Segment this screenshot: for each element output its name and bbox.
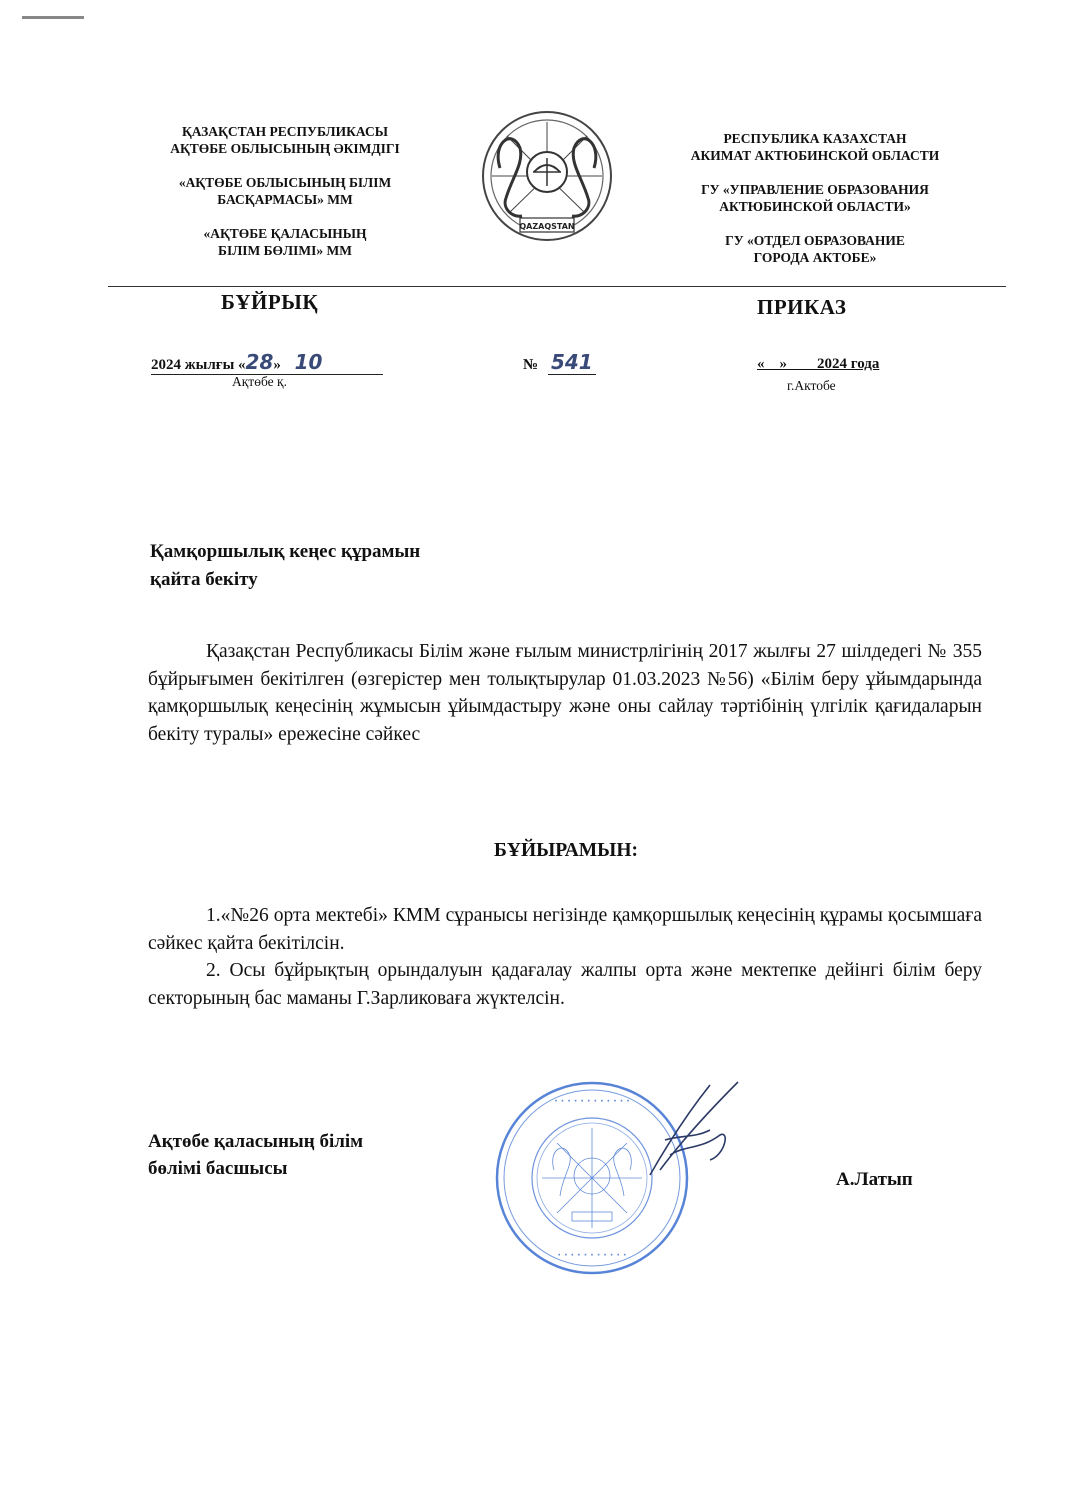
header-divider [108, 286, 1006, 287]
subject-line: Қамқоршылық кеңес құрамын [150, 541, 421, 562]
title-russian: ПРИКАЗ [757, 295, 847, 319]
header-left-line: ҚАЗАҚСТАН РЕСПУБЛИКАСЫ [181, 124, 388, 139]
handwritten-number: 541 [548, 350, 596, 375]
order-items [148, 902, 982, 1012]
scan-artifact [22, 16, 84, 19]
title-kazakh: БҰЙРЫҚ [221, 290, 319, 314]
handwritten-month: 10 [294, 350, 323, 374]
handwritten-day: 28 [245, 350, 274, 374]
header-right-line: РЕСПУБЛИКА КАЗАХСТАН [723, 131, 907, 146]
subject-line: қайта бекіту [150, 569, 258, 590]
header-right-line: ГУ «ОТДЕЛ ОБРАЗОВАНИЕ [725, 233, 905, 248]
order-item: 2. Осы бұйрықтың орындалуын қадағалау жалпы орта және мектепке дейінгі білім беру секторының бас маманы Г.Зарликоваға жүктелсін. [148, 960, 982, 1009]
header-left-line: АҚТӨБЕ ОБЛЫСЫНЫҢ ӘКІМДІГІ [170, 141, 400, 156]
preamble [148, 638, 982, 748]
header-left-line: БАСҚАРМАСЫ» ММ [217, 192, 353, 207]
date-left-close: » [273, 357, 281, 373]
order-heading: БҰЙЫРАМЫН: [493, 840, 638, 861]
position-line: бөлімі басшысы [148, 1158, 288, 1179]
date-left [151, 350, 383, 375]
header-right [650, 130, 980, 266]
handwritten-signature [640, 1080, 750, 1180]
position-line: Ақтөбе қаласының білім [148, 1131, 364, 1152]
header-right-line: АКИМАТ АКТЮБИНСКОЙ ОБЛАСТИ [690, 148, 940, 163]
city-russian: г.Актобе [787, 378, 836, 393]
header-right-line: АКТЮБИНСКОЙ ОБЛАСТИ» [719, 199, 911, 214]
preamble-text: Қазақстан Республикасы Білім және ғылым министрлігінің 2017 жылғы 27 шілдедегі № 355 бұйрығымен бекітілген (өзгерістер мен толықтырулар 01.03.2023 №56) «Білім беру ұйымдарында қамқоршылық кеңесінің жұмысын ұйымдастыру және оны сайлау тәртібінің үлгілік қағидаларын бекіту туралы» ережесіне сәйкес [148, 641, 982, 745]
signatory-name: А.Латып [836, 1169, 913, 1190]
order-item: 1.«№26 орта мектебі» КММ сұранысы негізінде қамқоршылық кеңесінің құрамы қосымшаға сәйкес қайта бекітілсін. [148, 905, 982, 954]
header-left [130, 123, 440, 259]
header-right-line: ГОРОДА АКТОБЕ» [753, 250, 877, 265]
city-kazakh: Ақтөбе қ. [232, 374, 287, 389]
header-left-line: БІЛІМ БӨЛІМІ» ММ [218, 243, 352, 258]
order-number [523, 350, 596, 375]
order-subject [150, 538, 420, 594]
number-sign: № [523, 357, 539, 373]
state-emblem-icon [472, 108, 622, 248]
signature-position [148, 1128, 363, 1182]
date-right: « » 2024 года [757, 356, 880, 372]
header-left-line: «АҚТӨБЕ ҚАЛАСЫНЫҢ [203, 226, 367, 241]
header-left-line: «АҚТӨБЕ ОБЛЫСЫНЫҢ БІЛІМ [178, 175, 392, 190]
emblem-label: QAZAQSTAN [519, 222, 575, 231]
date-left-prefix: 2024 жылғы « [151, 357, 246, 373]
header-right-line: ГУ «УПРАВЛЕНИЕ ОБРАЗОВАНИЯ [701, 182, 929, 197]
svg-text:· · · · · · · · · · ·: · · · · · · · · · · · [557, 1251, 627, 1261]
svg-text:· · · · · · · · · · · ·: · · · · · · · · · · · · [554, 1097, 630, 1107]
